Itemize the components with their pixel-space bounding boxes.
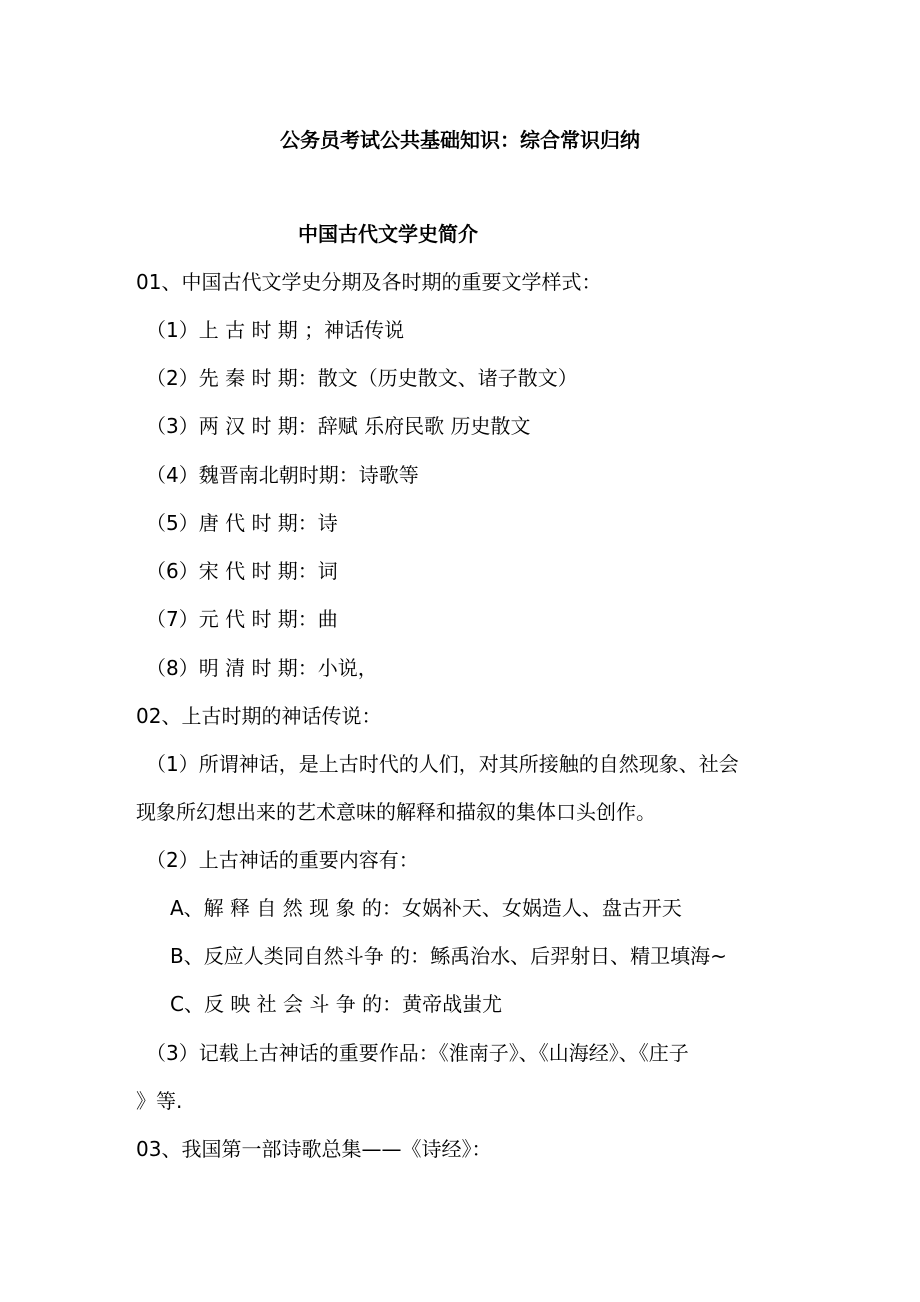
list-item: （2）上古神话的重要内容有：	[146, 848, 419, 872]
list-item: （1）上 古 时 期 ；神话传说	[146, 318, 405, 342]
list-item: （4）魏晋南北朝时期：诗歌等	[146, 463, 419, 487]
paragraph-line: （3）记载上古神话的重要作品：《淮南子》、《山海经》、《庄子	[146, 1041, 689, 1065]
sub-list-item: C、反 映 社 会 斗 争 的：黄帝战蚩尤	[170, 992, 503, 1016]
list-item: （5）唐 代 时 期：诗	[146, 511, 338, 535]
paragraph-line: 现象所幻想出来的艺术意味的解释和描叙的集体口头创作。	[136, 800, 656, 824]
list-item: （7）元 代 时 期：曲	[146, 607, 338, 631]
list-item: （2）先 秦 时 期：散文（历史散文、诸子散文）	[146, 366, 578, 390]
heading-01: 01、中国古代文学史分期及各时期的重要文学样式：	[136, 270, 602, 294]
sub-list-item: B、反应人类同自然斗争 的：鲧禹治水、后羿射日、精卫填海~	[170, 944, 727, 968]
heading-03: 03、我国第一部诗歌总集——《诗经》：	[136, 1137, 492, 1161]
paragraph-line: （1）所谓神话，是上古时代的人们，对其所接触的自然现象、社会	[146, 752, 739, 776]
paragraph-line: 》等.	[136, 1089, 183, 1113]
list-item: （8）明 清 时 期：小说，	[146, 656, 378, 680]
document-title: 公务员考试公共基础知识：综合常识归纳	[280, 128, 640, 152]
sub-list-item: A、解 释 自 然 现 象 的：女娲补天、女娲造人、盘古开天	[170, 896, 682, 920]
list-item: （6）宋 代 时 期：词	[146, 559, 338, 583]
section-title: 中国古代文学史简介	[298, 222, 478, 246]
list-item: （3）两 汉 时 期：辞赋 乐府民歌 历史散文	[146, 414, 531, 438]
heading-02: 02、上古时期的神话传说：	[136, 704, 382, 728]
